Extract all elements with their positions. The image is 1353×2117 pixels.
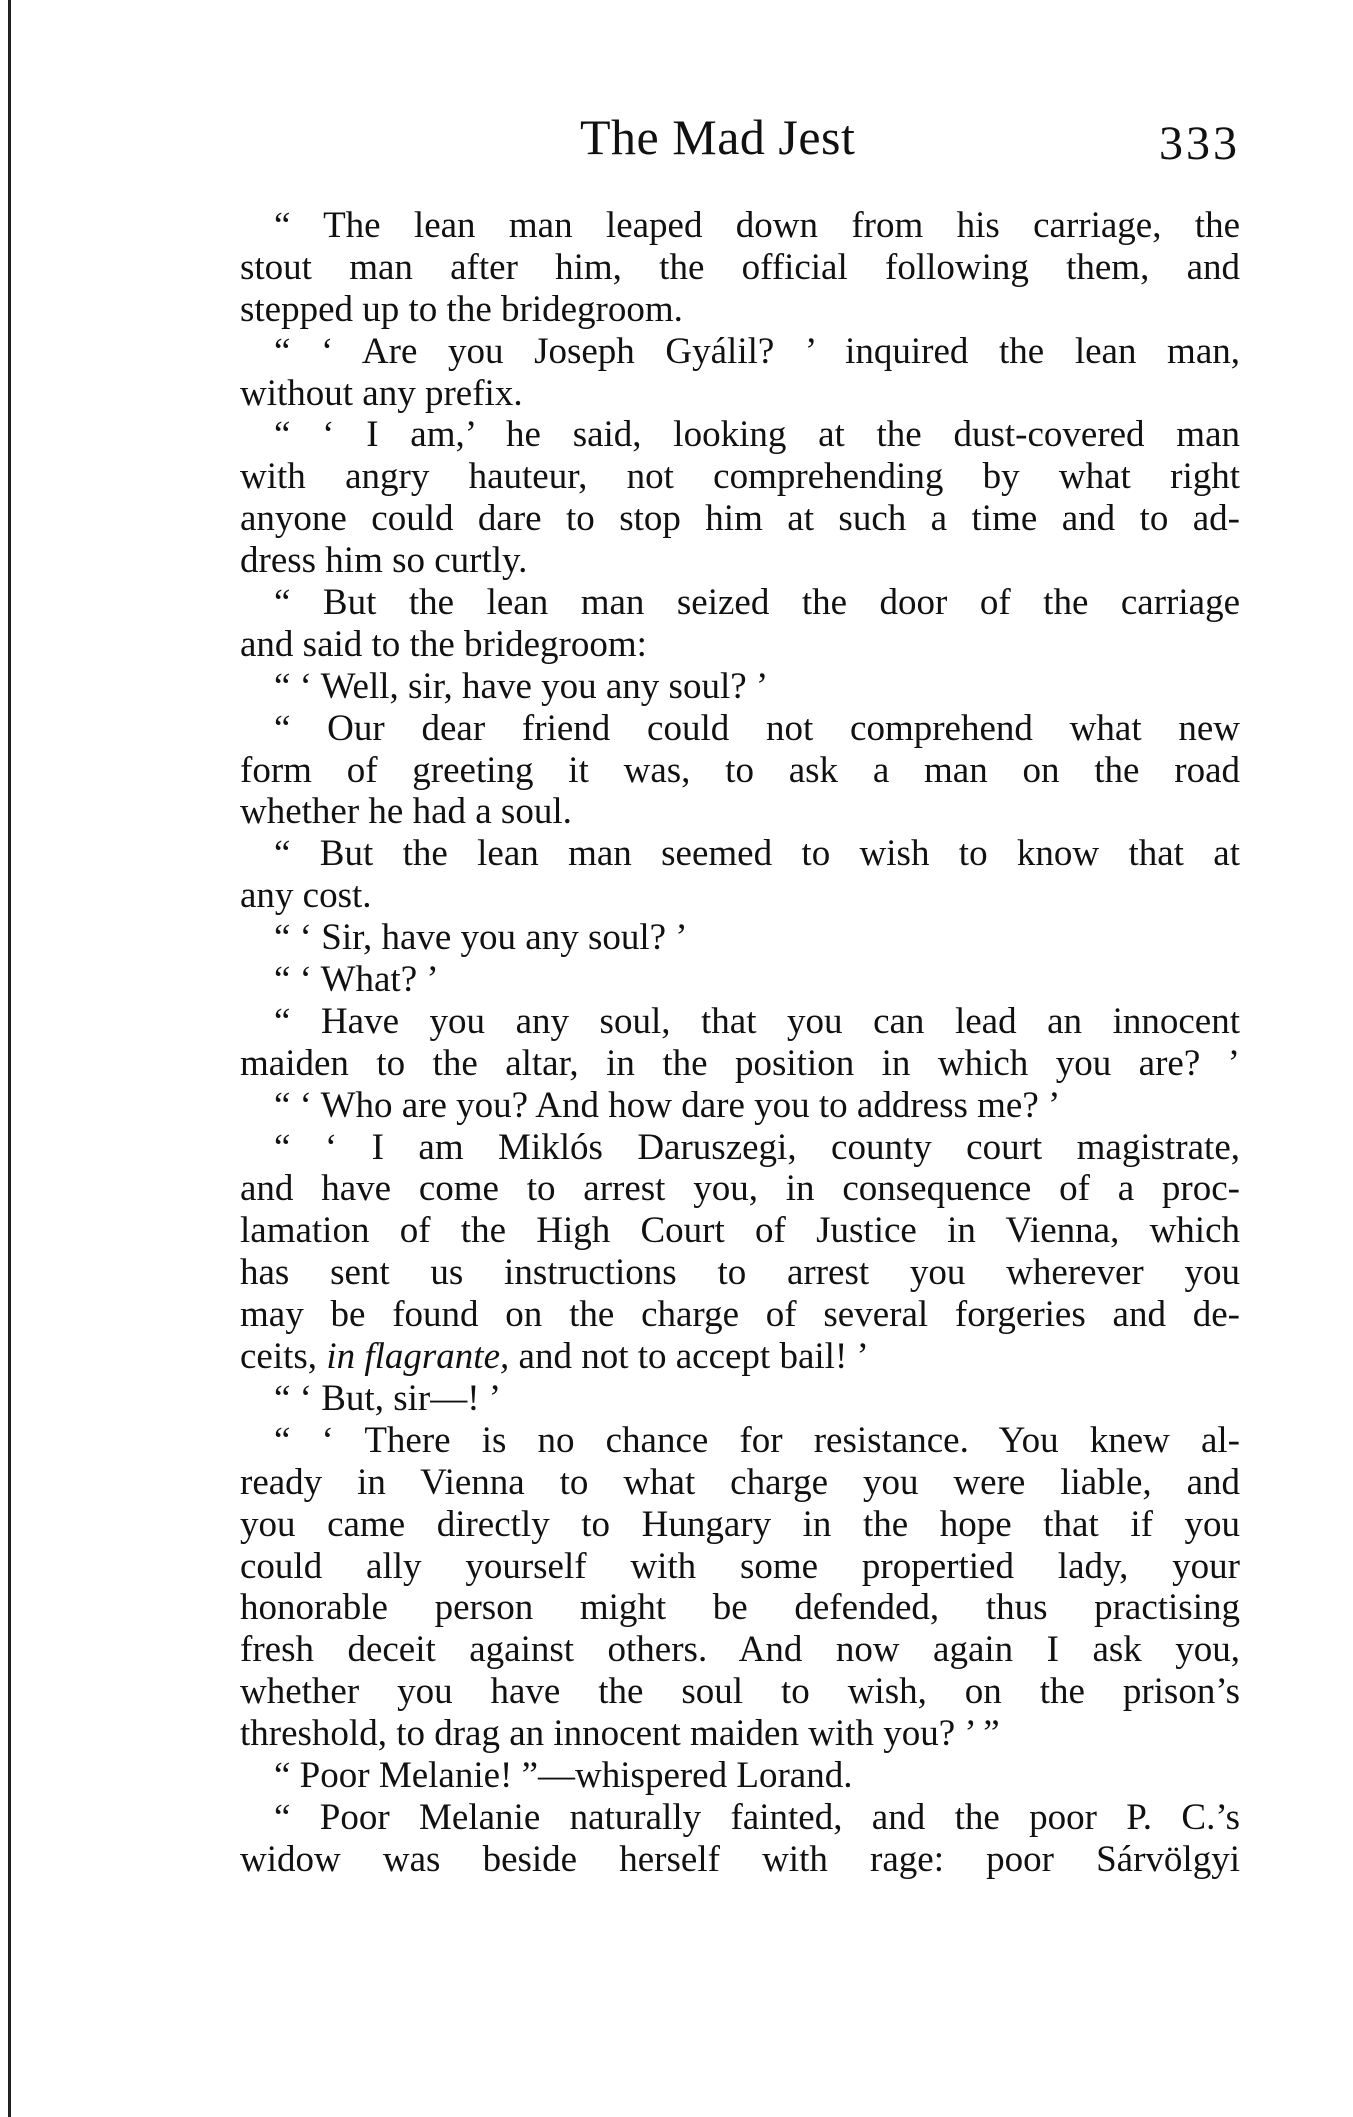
- text-line: “ ‘ Sir, have you any soul? ’: [274, 917, 688, 959]
- text-line: fresh deceit against others. And now again I ask you,: [240, 1629, 1240, 1671]
- text-line: threshold, to drag an innocent maiden with you? ’ ”: [240, 1713, 1000, 1755]
- text-line: “ ‘ But, sir—! ’: [274, 1377, 502, 1419]
- text-line: “ ‘ Well, sir, have you any soul? ’: [274, 665, 769, 707]
- text-line: ready in Vienna to what charge you were liable, and: [240, 1461, 1240, 1503]
- text-line: “ Poor Melanie! ”—whispered Lorand.: [274, 1754, 853, 1796]
- text-line: could ally yourself with some propertied lady, your: [240, 1545, 1240, 1587]
- text-line: maiden to the altar, in the position in which you are? ’: [240, 1042, 1240, 1084]
- text-line: honorable person might be defended, thus practising: [240, 1587, 1240, 1629]
- text-line: “ The lean man leaped down from his carriage, the: [274, 205, 1240, 246]
- italic-phrase: in flagrante,: [326, 1336, 510, 1378]
- text-line: anyone could dare to stop him at such a time and to ad-: [240, 498, 1240, 540]
- body-text: [240, 205, 1240, 1881]
- text-line: “ ‘ I am Miklós Daruszegi, county court magistrate,: [274, 1126, 1240, 1168]
- text-line: “ Our dear friend could not comprehend what new: [274, 707, 1240, 749]
- text-line: “ But the lean man seemed to wish to know that at: [274, 833, 1240, 875]
- text-line: “ But the lean man seized the door of the carriage: [274, 582, 1240, 624]
- running-title: The Mad Jest: [580, 109, 856, 165]
- page-number: 333: [1159, 117, 1240, 170]
- text-segment: and not to accept bail! ’: [518, 1336, 869, 1378]
- text-line: without any prefix.: [240, 372, 523, 414]
- page-header: [580, 108, 1250, 178]
- text-line: dress him so curtly.: [240, 540, 528, 582]
- text-line: [240, 1336, 1240, 1378]
- text-line: and said to the bridegroom:: [240, 623, 647, 665]
- text-line: with angry hauteur, not comprehending by what right: [240, 456, 1240, 498]
- text-line: and have come to arrest you, in consequence of a proc-: [240, 1168, 1240, 1210]
- text-line: “ Have you any soul, that you can lead an innocent: [274, 1000, 1240, 1042]
- page-binding-edge: [8, 0, 11, 2117]
- text-line: form of greeting it was, to ask a man on the road: [240, 749, 1240, 791]
- text-line: any cost.: [240, 875, 372, 917]
- text-line: has sent us instructions to arrest you wherever you: [240, 1252, 1240, 1294]
- text-line: may be found on the charge of several forgeries and de-: [240, 1294, 1240, 1336]
- text-line: widow was beside herself with rage: poor Sárvölgyi: [240, 1838, 1240, 1880]
- text-line: “ ‘ Who are you? And how dare you to address me? ’: [274, 1084, 1061, 1126]
- text-line: “ ‘ Are you Joseph Gyálil? ’ inquired the lean man,: [274, 330, 1240, 372]
- text-line: “ ‘ What? ’: [274, 959, 439, 1001]
- text-line: whether you have the soul to wish, on the prison’s: [240, 1671, 1240, 1713]
- text-line: you came directly to Hungary in the hope that if you: [240, 1503, 1240, 1545]
- text-line: lamation of the High Court of Justice in Vienna, which: [240, 1210, 1240, 1252]
- text-line: stout man after him, the official following them, and: [240, 246, 1240, 288]
- text-line: whether he had a soul.: [240, 791, 572, 833]
- text-line: “ Poor Melanie naturally fainted, and the poor P. C.’s: [274, 1796, 1240, 1838]
- text-line: “ ‘ There is no chance for resistance. You knew al-: [274, 1419, 1240, 1461]
- text-line: stepped up to the bridegroom.: [240, 288, 683, 330]
- text-segment: ceits,: [240, 1336, 318, 1378]
- text-line: “ ‘ I am,’ he said, looking at the dust-covered man: [274, 414, 1240, 456]
